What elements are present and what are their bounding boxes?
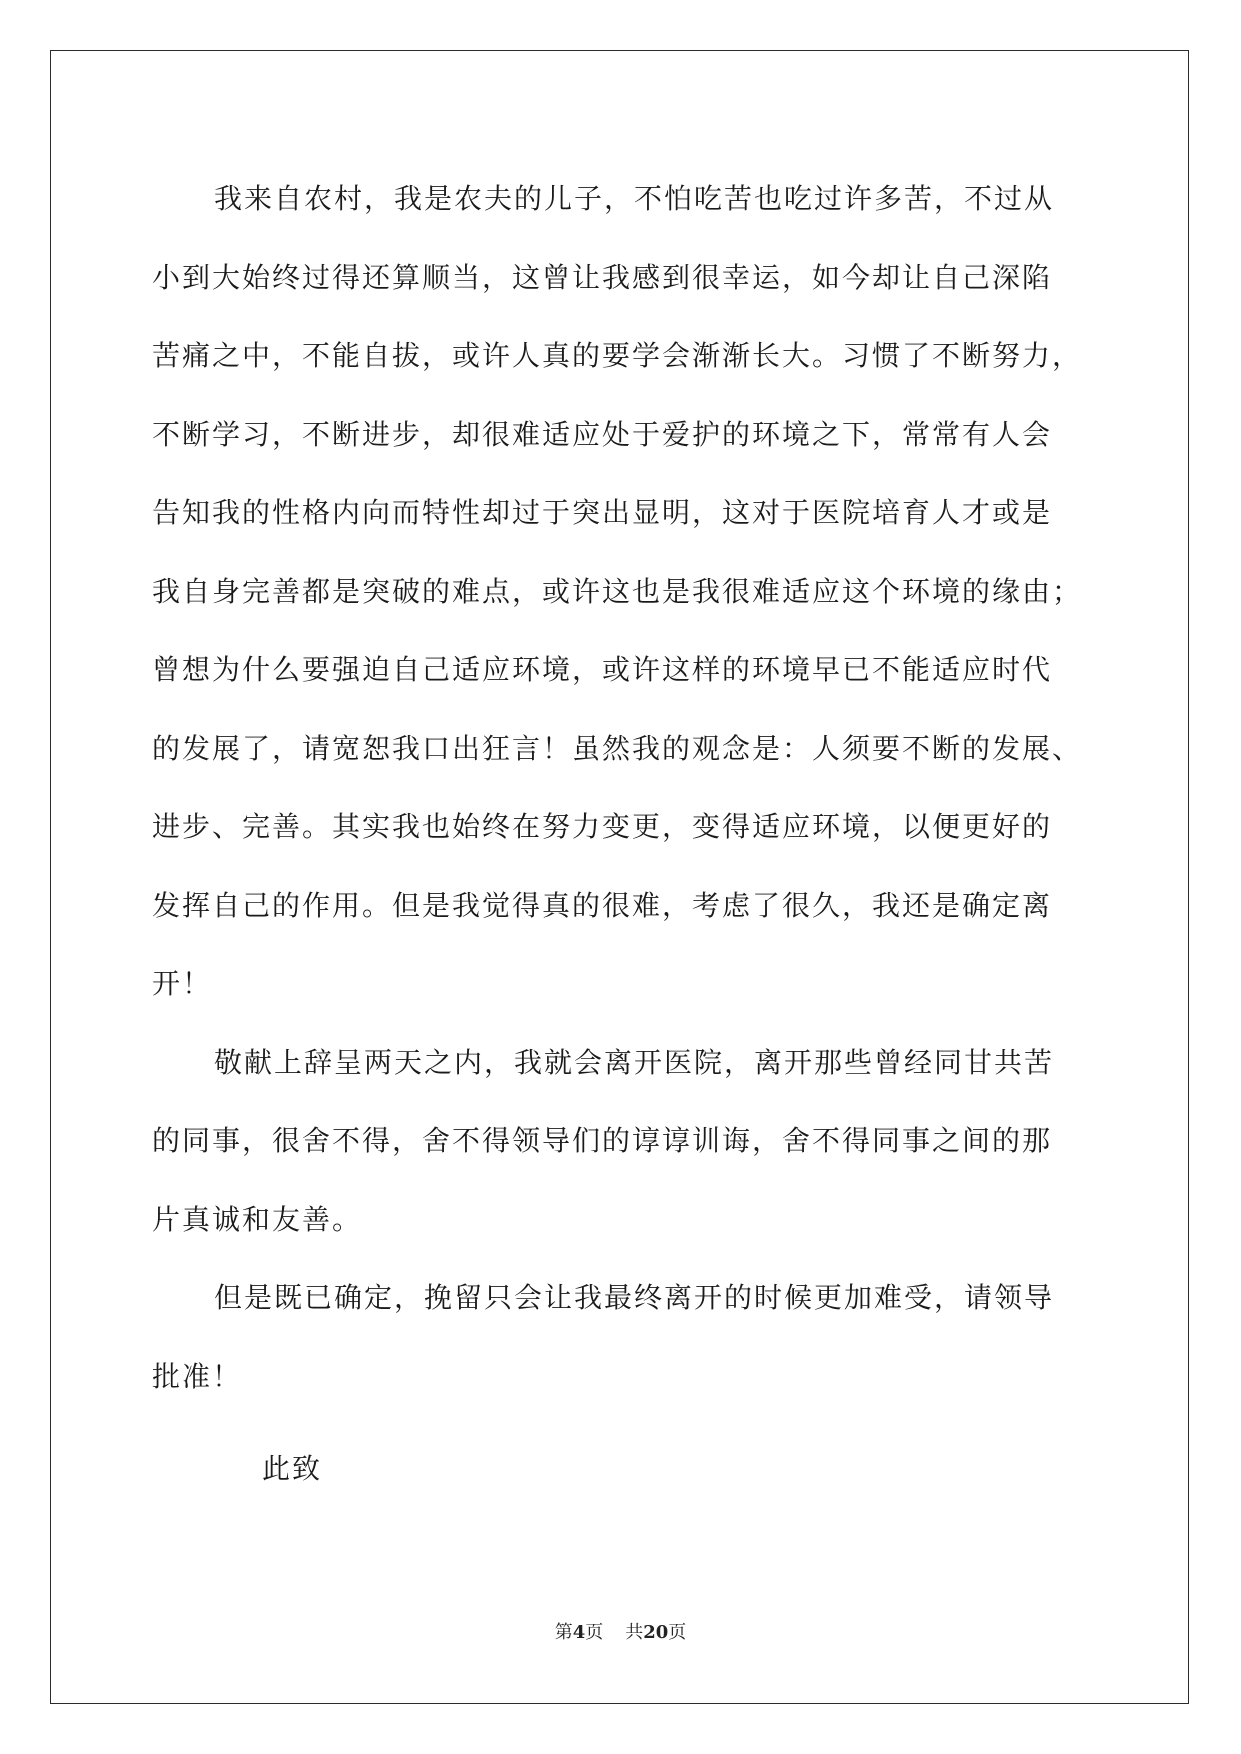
text-line: 小到大始终过得还算顺当，这曾让我感到很幸运，如今却让自己深陷 [152,260,1053,294]
text-line: 不断学习，不断进步，却很难适应处于爱护的环境之下，常常有人会 [152,417,1053,451]
paragraph-2 [152,1024,1092,1260]
page-number: 4 [572,1622,586,1643]
text-line: 我来自农村，我是农夫的儿子，不怕吃苦也吃过许多苦，不过从 [214,182,1055,215]
text-line: 进步、完善。其实我也始终在努力变更，变得适应环境，以便更好的 [152,810,1053,843]
text-line: 的同事，很舍不得，舍不得领导们的谆谆训诲，舍不得同事之间的那 [152,1124,1053,1157]
text-line: 开！ [152,967,213,1000]
page-footer [0,1618,1241,1644]
total-prefix: 共 [625,1622,644,1643]
total-pages: 20 [643,1622,669,1643]
text-line: 但是既已确定，挽留只会让我最终离开的时候更加难受，请领导 [214,1281,1055,1314]
text-line: 片真诚和友善。 [152,1202,363,1236]
text-line: 曾想为什么要强迫自己适应环境，或许这样的环境早已不能适应时代 [152,653,1053,686]
text-line: 批准！ [152,1359,243,1393]
text-line: 的发展了，请宽恕我口出狂言！虽然我的观念是：人须要不断的发展、 [152,731,1083,765]
closing-salutation: 此致 [262,1452,323,1485]
total-suffix: 页 [668,1622,687,1643]
page-suffix: 页 [585,1622,604,1643]
document-body [152,160,1092,1416]
text-line: 发挥自己的作用。但是我觉得真的很难，考虑了很久，我还是确定离 [152,888,1053,922]
text-line: 告知我的性格内向而特性却过于突出显明，这对于医院培育人才或是 [152,496,1053,529]
text-line: 苦痛之中，不能自拔，或许人真的要学会渐渐长大。习惯了不断努力， [152,339,1083,372]
paragraph-1 [152,160,1092,1024]
paragraph-3 [152,1259,1092,1416]
text-line: 敬献上辞呈两天之内，我就会离开医院，离开那些曾经同甘共苦 [214,1045,1055,1079]
text-line: 我自身完善都是突破的难点，或许这也是我很难适应这个环境的缘由； [152,574,1083,608]
page-prefix: 第 [554,1622,573,1643]
